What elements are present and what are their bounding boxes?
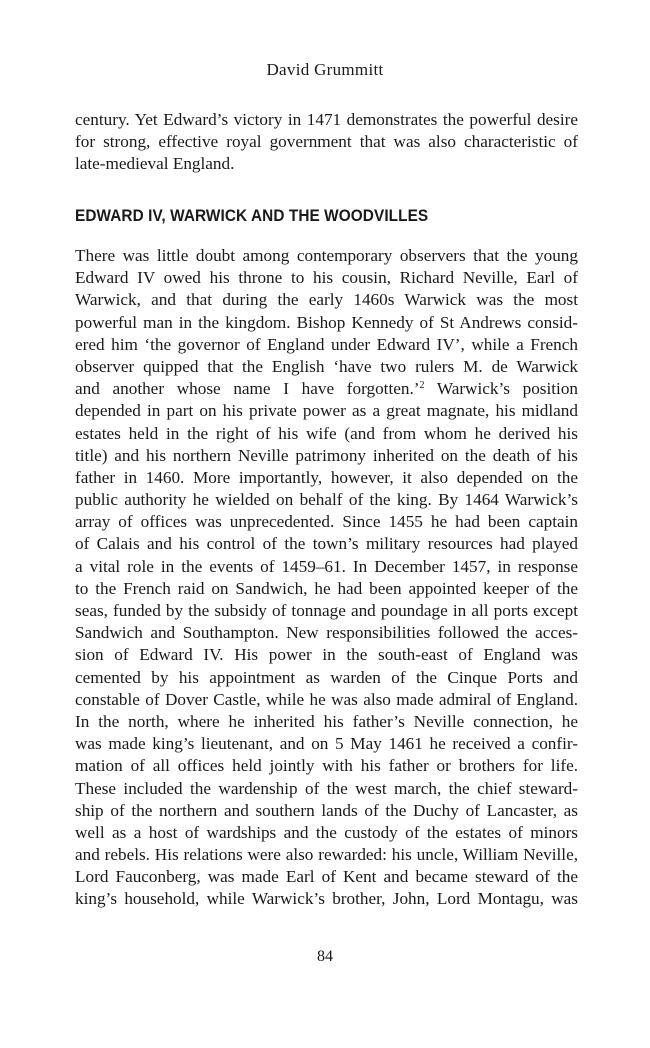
main-paragraph bbox=[75, 245, 578, 911]
text-line: There was little doubt among contemporary observers that the young bbox=[75, 246, 578, 265]
text-line: title) and his northern Neville patrimony inherited on the death of his bbox=[75, 445, 578, 465]
text-line: well as a host of wardships and the custody of the estates of minors bbox=[75, 822, 578, 842]
text-line: ered him ‘the governor of England under Edward IV’, while a French bbox=[75, 334, 578, 354]
footnote-marker: 2 bbox=[419, 380, 425, 392]
text-line: father in 1460. More importantly, however, it also depended on the bbox=[75, 467, 578, 487]
text-line: constable of Dover Castle, while he was also made admiral of England. bbox=[75, 689, 578, 709]
text-line: a vital role in the events of 1459–61. In December 1457, in response bbox=[75, 556, 578, 576]
text-line: seas, funded by the subsidy of tonnage and poundage in all ports except bbox=[75, 601, 578, 620]
text-line: for strong, effective royal government that was also characteristic of bbox=[75, 132, 578, 152]
running-head: David Grummitt bbox=[266, 60, 384, 79]
text-line: Lord Fauconberg, was made Earl of Kent and became steward of the bbox=[75, 867, 578, 887]
text-line: estates held in the right of his wife (and from whom he derived his bbox=[75, 423, 578, 443]
text-line: was made king’s lieutenant, and on 5 May 1461 he received a confir- bbox=[75, 734, 578, 754]
page-number: 84 bbox=[317, 948, 333, 965]
text-line: array of offices was unprecedented. Since 1455 he had been captain bbox=[75, 512, 578, 532]
text-line: depended in part on his private power as a great magnate, his midland bbox=[75, 401, 578, 421]
text-line: cemented by his appointment as warden of the Cinque Ports and bbox=[75, 667, 578, 687]
section-heading: EDWARD IV, WARWICK AND THE WOODVILLES bbox=[75, 207, 429, 225]
text-line: sion of Edward IV. His power in the south-east of England was bbox=[75, 645, 578, 665]
text-line: century. Yet Edward’s victory in 1471 demonstrates the powerful desire bbox=[75, 110, 578, 129]
text-line: king’s household, while Warwick’s brother, John, Lord Montagu, was bbox=[75, 889, 578, 909]
text-line: powerful man in the kingdom. Bishop Kennedy of St Andrews consid- bbox=[75, 312, 578, 332]
text-line: mation of all offices held jointly with his father or brothers for life. bbox=[75, 756, 578, 776]
intro-paragraph bbox=[75, 109, 578, 176]
text-line: of Calais and his control of the town’s military resources had played bbox=[75, 534, 578, 554]
text-line: Warwick, and that during the early 1460s Warwick was the most bbox=[75, 290, 578, 310]
text-fragment: Warwick’s position bbox=[424, 379, 579, 399]
text-line: and rebels. His relations were also rewarded: his uncle, William Neville, bbox=[75, 845, 578, 865]
text-line: public authority he wielded on behalf of the king. By 1464 Warwick’s bbox=[75, 490, 578, 510]
text-line: Sandwich and Southampton. New responsibilities followed the acces- bbox=[75, 623, 578, 643]
text-line: ship of the northern and southern lands of the Duchy of Lancaster, as bbox=[75, 800, 578, 820]
text-fragment: and another whose name I have forgotten.’ bbox=[75, 379, 420, 399]
text-line: late-medieval England. bbox=[75, 154, 235, 174]
text-line: to the French raid on Sandwich, he had been appointed keeper of the bbox=[75, 578, 578, 598]
text-line: These included the wardenship of the west march, the chief steward- bbox=[75, 778, 578, 798]
text-line: In the north, where he inherited his father’s Neville connection, he bbox=[75, 711, 578, 731]
text-line: observer quipped that the English ‘have two rulers M. de Warwick bbox=[75, 356, 578, 376]
text-line-with-footnote bbox=[75, 378, 578, 400]
text-line: Edward IV owed his throne to his cousin, Richard Neville, Earl of bbox=[75, 268, 578, 288]
